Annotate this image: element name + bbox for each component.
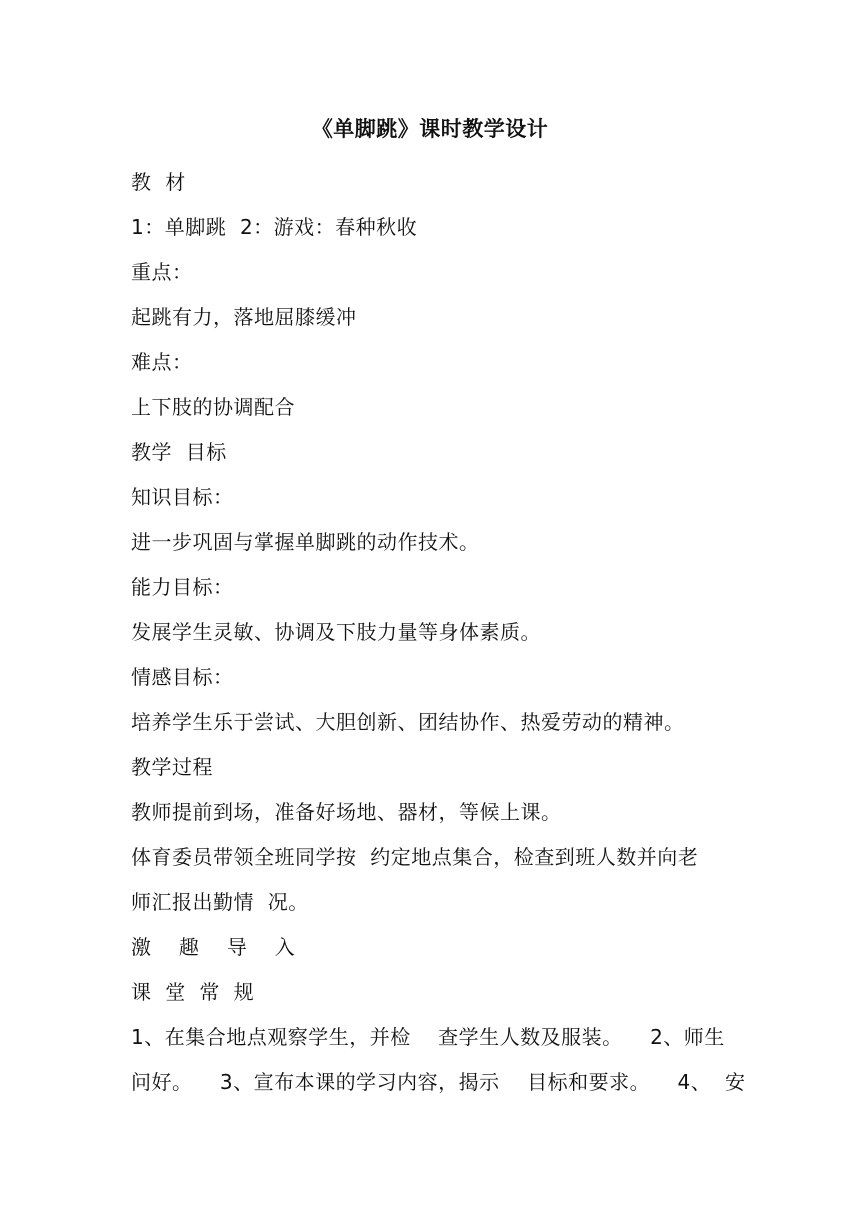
section-heading-process: 教学过程 <box>131 755 213 779</box>
knowledge-objective-label: 知识目标： <box>131 485 234 509</box>
ability-objective-label: 能力目标： <box>131 575 234 599</box>
ability-objective-content: 发展学生灵敏、协调及下肢力量等身体素质。 <box>131 620 541 644</box>
materials-content: 1：单脚跳 2：游戏：春种秋收 <box>131 215 418 239</box>
section-heading-interest: 激 趣 导 入 <box>131 935 296 959</box>
routine-paragraph-line-1: 1、在集合地点观察学生，并检 查学生人数及服装。 2、师生 <box>131 1025 725 1049</box>
routine-paragraph-line-2: 问好。 3、宣布本课的学习内容，揭示 目标和要求。 4、 安 <box>131 1070 746 1094</box>
process-paragraph-2-line-1: 体育委员带领全班同学按 约定地点集合，检查到班人数并向老 <box>131 845 699 869</box>
key-points-label: 重点： <box>131 260 193 284</box>
emotion-objective-label: 情感目标： <box>131 665 234 689</box>
difficulty-label: 难点： <box>131 350 193 374</box>
section-heading-objectives: 教学 目标 <box>131 440 227 464</box>
key-points-content: 起跳有力，落地屈膝缓冲 <box>131 305 357 329</box>
emotion-objective-content: 培养学生乐于尝试、大胆创新、团结协作、热爱劳动的精神。 <box>131 710 685 734</box>
process-paragraph-2-line-2: 师汇报出勤情 况。 <box>131 890 309 914</box>
document-title: 《单脚跳》课时教学设计 <box>311 117 549 141</box>
process-paragraph-1: 教师提前到场，准备好场地、器材，等候上课。 <box>131 800 562 824</box>
knowledge-objective-content: 进一步巩固与掌握单脚跳的动作技术。 <box>131 530 480 554</box>
section-heading-routine: 课 堂 常 规 <box>131 980 255 1004</box>
section-heading-materials: 教 材 <box>131 170 186 194</box>
document-body <box>131 160 746 1105</box>
difficulty-content: 上下肢的协调配合 <box>131 395 295 419</box>
